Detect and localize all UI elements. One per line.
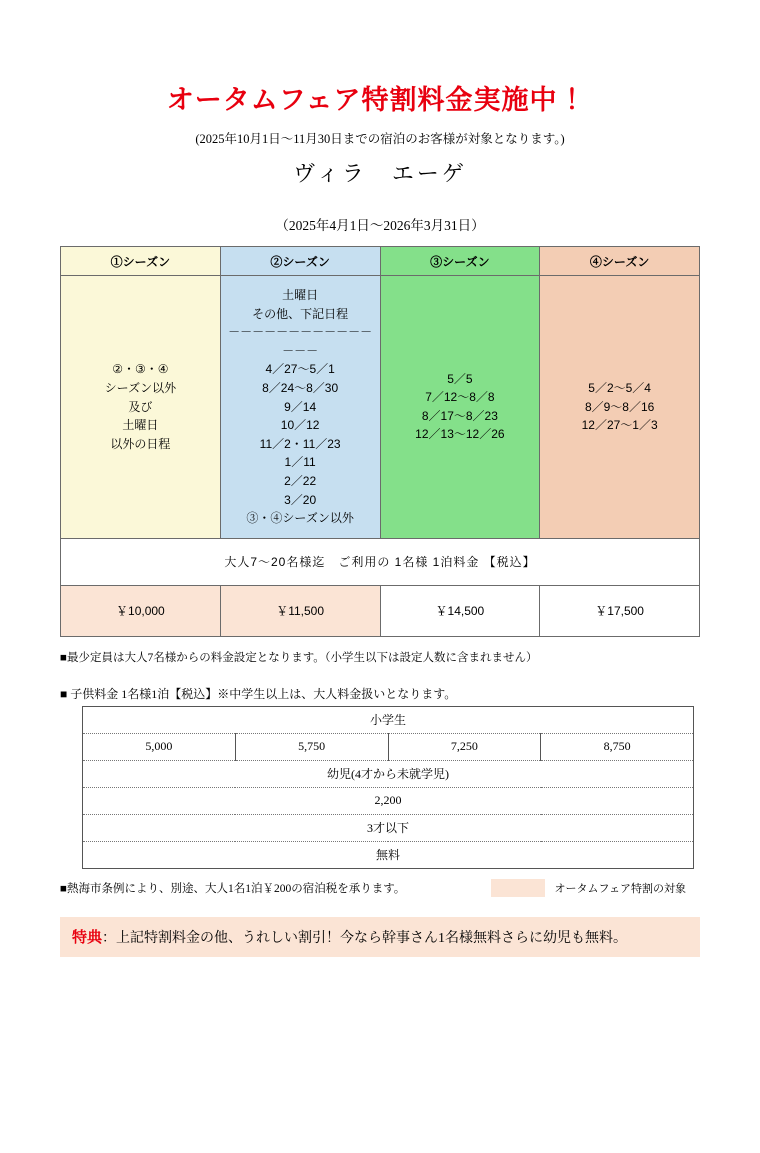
price-row (61, 585, 700, 636)
season-detail-line: 土曜日 (282, 288, 319, 302)
season-detail-line: 2／22 (284, 473, 317, 488)
table-row (83, 706, 694, 733)
season-header-2: ②シーズン (220, 247, 380, 276)
kids-price-2: 5,750 (235, 733, 388, 760)
season-detail-line: 1／11 (284, 455, 316, 470)
table-row (83, 733, 694, 760)
kids-rate-table (82, 706, 694, 869)
season-detail-3 (380, 276, 540, 539)
kids-elementary-label: 小学生 (83, 706, 694, 733)
season-header-4: ④シーズン (540, 247, 700, 276)
price-season-4: ￥17,500 (540, 585, 700, 636)
footer-note-row (60, 879, 700, 897)
season-header-1: ①シーズン (61, 247, 221, 276)
season-detail-line: 12／13～12／26 (415, 427, 505, 442)
season-detail-line: 4／27～5／1 (265, 362, 335, 377)
season-detail-line: 以外の日程 (110, 436, 171, 451)
season-detail-line: 11／2・11／23 (259, 436, 341, 451)
page-title: オータムフェア特割料金実施中 ！ (166, 85, 594, 115)
season-detail-line: ②・③・④ (112, 362, 169, 377)
price-season-1: ￥10,000 (61, 585, 221, 636)
season-detail-line: 8／9～8／16 (584, 399, 655, 414)
villa-name: ヴィラ エーゲ (293, 161, 467, 186)
season-detail-2 (220, 276, 380, 539)
table-row (83, 814, 694, 841)
kids-under3-price: 無料 (83, 841, 694, 868)
season-detail-line: 5／2～5／4 (588, 380, 651, 395)
season-detail-divider: －－－－－－－－－－－－－－－ (228, 325, 373, 358)
season-detail-line: 及び (128, 399, 153, 414)
kids-price-1: 5,000 (83, 733, 236, 760)
season-detail-line: 5／5 (447, 371, 473, 386)
bonus-label: 特典 (72, 930, 103, 947)
city-tax-note: ■熱海市条例により、別途、大人1名1泊￥200の宿泊税を承ります。 (60, 882, 406, 895)
kids-price-3: 7,250 (388, 733, 541, 760)
rate-period: （2025年4月1日～2026年3月31日） (275, 218, 485, 233)
season-rate-table (60, 246, 700, 637)
campaign-period-note: (2025年10月1日～11月30日までの宿泊のお客様が対象となります。) (195, 132, 565, 146)
price-season-3: ￥14,500 (380, 585, 540, 636)
season-detail-line: シーズン以外 (104, 380, 177, 395)
season-detail-line: 8／17～8／23 (421, 408, 498, 423)
legend-swatch (491, 879, 545, 897)
season-detail-line: 12／27～1／3 (581, 418, 658, 433)
season-header-row (61, 247, 700, 276)
price-season-2: ￥11,500 (220, 585, 380, 636)
table-row (83, 760, 694, 787)
season-detail-line: 8／24～8／30 (262, 380, 339, 395)
season-detail-line: 10／12 (280, 418, 320, 433)
kids-infant-label: 幼児(4才から未就学児) (83, 760, 694, 787)
season-detail-line: 3／20 (284, 492, 317, 507)
kids-price-4: 8,750 (541, 733, 694, 760)
kids-under3-label: 3才以下 (83, 814, 694, 841)
kids-infant-price: 2,200 (83, 787, 694, 814)
season-detail-line: 9／14 (284, 399, 317, 414)
minimum-guests-note: ■最少定員は大人7名様からの料金設定となります。（小学生以下は設定人数に含まれません） (60, 651, 538, 664)
season-detail-line: 土曜日 (122, 418, 159, 433)
bonus-banner (60, 917, 700, 957)
table-row (83, 841, 694, 868)
season-header-3: ③シーズン (380, 247, 540, 276)
legend-label: オータムフェア特割の対象 (554, 882, 686, 895)
flyer-page (0, 78, 760, 1153)
table-row (83, 787, 694, 814)
season-detail-4 (540, 276, 700, 539)
adult-rate-label: 大人7～20名様迄 ご利用の 1名様 1泊料金 【税込】 (61, 538, 700, 585)
season-detail-line: 7／12～8／8 (425, 390, 495, 405)
season-detail-line: ③・④シーズン以外 (246, 511, 354, 526)
season-detail-1 (61, 276, 221, 539)
season-detail-row (61, 276, 700, 539)
kids-rate-title: ■ 子供料金 1名様1泊【税込】※中学生以上は、大人料金扱いとなります。 (60, 686, 457, 701)
legend (491, 879, 686, 897)
season-detail-line: その他、下記日程 (252, 306, 349, 321)
adult-rate-label-row (61, 538, 700, 585)
bonus-text: ：上記特割料金の他、うれしい割引！今なら幹事さん1名様無料さらに幼児も無料。 (102, 930, 628, 946)
